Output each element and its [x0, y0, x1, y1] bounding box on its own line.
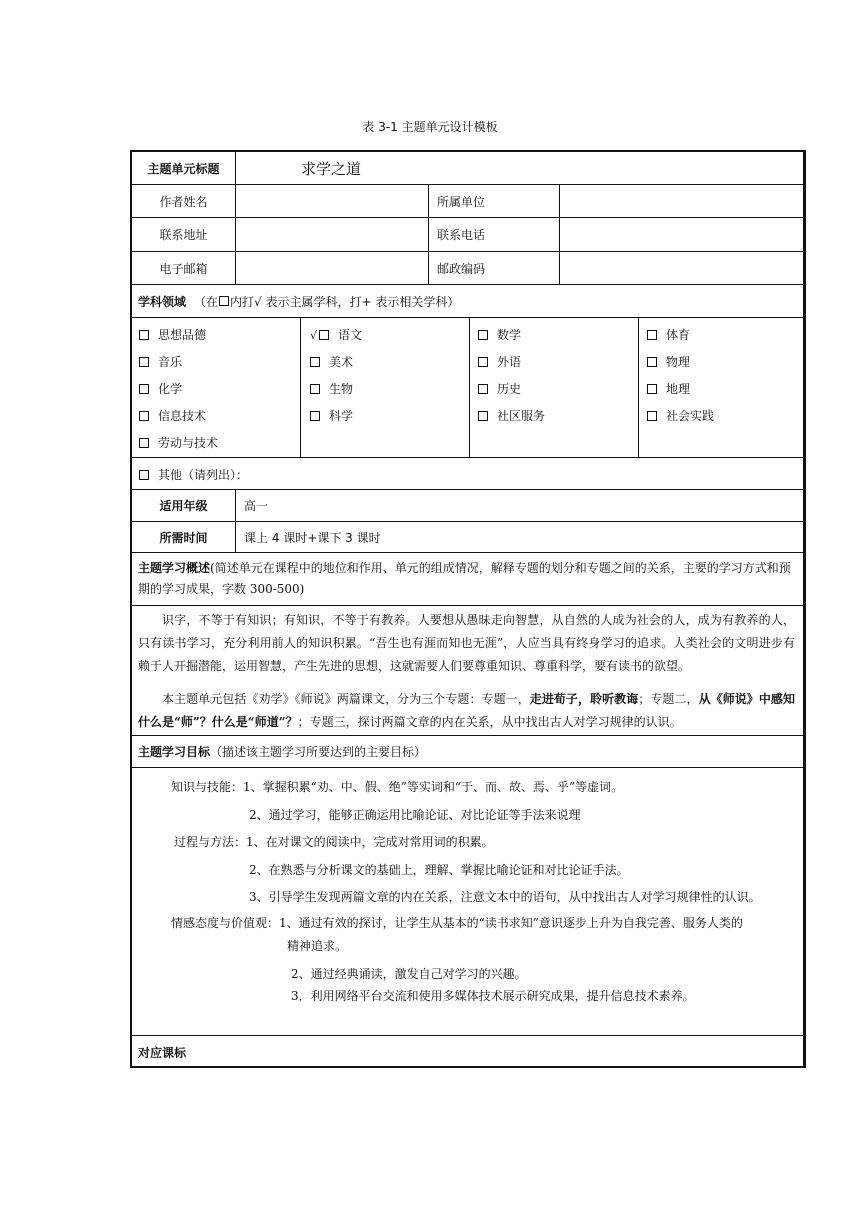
- standards-label: 对应课标: [138, 1045, 187, 1060]
- subject-area-hint-before: （在: [194, 294, 219, 309]
- checkbox-icon[interactable]: [647, 357, 657, 367]
- goal-emotion-3: 3．利用网络平台交流和使用多媒体技术展示研究成果，提升信息技术素养。: [291, 989, 695, 1003]
- author-value[interactable]: [235, 185, 428, 217]
- checkbox-icon[interactable]: [478, 411, 488, 421]
- subject-option[interactable]: 数学: [478, 326, 521, 343]
- unit-title-value[interactable]: 求学之道: [235, 152, 803, 184]
- checkbox-icon[interactable]: [319, 330, 329, 340]
- subject-option[interactable]: 化学: [139, 380, 182, 397]
- subject-option[interactable]: 历史: [478, 380, 521, 397]
- subject-option[interactable]: 音乐: [139, 353, 182, 370]
- goals-header: [132, 736, 803, 768]
- overview-paragraph-1: 识字，不等于有知识；有知识，不等于有教养。人要想从愚昧走向智慧，从自然的人成为社会的人，成为有教养的人，只有读书学习，充分利用前人的知识积累。“吾生也有涯而知也无涯”，人应当具有终身学习的追求。人类社会的文明进步有赖于人开掘潜能，运用智慧，产生先进的思想，这就需要人们要尊重知识、尊重科学，要有读书的欲望。: [138, 613, 795, 673]
- subject-grid: [132, 318, 803, 458]
- email-row: [132, 252, 803, 285]
- subject-option[interactable]: 劳动与技术: [139, 434, 218, 451]
- grid-divider-1: [300, 318, 301, 458]
- goals-header-text: [138, 736, 803, 767]
- grade-label: 适用年级: [159, 499, 208, 513]
- checkbox-icon[interactable]: [647, 330, 657, 340]
- overview-header-text: [138, 558, 797, 600]
- goals-hint: （描述该主题学习所要达到的主要目标）: [210, 745, 427, 759]
- grid-divider-3: [638, 318, 639, 458]
- table-caption: 表 3-1 主题单元设计模板: [362, 120, 498, 134]
- goals-label: 主题学习目标: [138, 745, 211, 759]
- grid-divider-2: [469, 318, 470, 458]
- subject-area-hint-after: 内打√ 表示主属学科，打+ 表示相关学科）: [230, 294, 460, 309]
- subject-option[interactable]: 体育: [647, 326, 690, 343]
- unit-title-label: 主题单元标题: [147, 161, 220, 176]
- goals-content: [132, 768, 803, 1036]
- unit-design-table: [130, 150, 806, 1068]
- author-row: [132, 185, 803, 218]
- goal-process-1: 过程与方法：1、在对课文的阅读中，完成对常用词的积累。: [174, 835, 494, 849]
- subject-option[interactable]: 物理: [647, 353, 690, 370]
- goal-emotion-2: 2、通过经典诵读，激发自己对学习的兴趣。: [291, 967, 527, 981]
- checkbox-icon[interactable]: [647, 384, 657, 394]
- subject-option[interactable]: 外语: [478, 353, 521, 370]
- goal-knowledge-2: 2、通过学习，能够正确运用比喻论证、对比论证等手法来说理: [249, 808, 581, 822]
- subject-option-other[interactable]: 其他（请列出）：: [139, 466, 248, 483]
- checkbox-icon[interactable]: [139, 470, 149, 480]
- time-label: 所需时间: [159, 530, 208, 545]
- grade-row: [132, 490, 803, 522]
- check-mark-icon: √: [310, 329, 318, 342]
- address-label: 联系地址: [159, 228, 208, 242]
- address-row: [132, 218, 803, 252]
- subject-area-label: 学科领域: [138, 294, 187, 309]
- subject-option[interactable]: 社会实践: [647, 407, 714, 424]
- time-value[interactable]: 课上 4 课时+课下 3 课时: [235, 522, 803, 552]
- checkbox-icon[interactable]: [139, 357, 149, 367]
- subject-option[interactable]: 生物: [310, 380, 353, 397]
- standards-row: [132, 1036, 803, 1068]
- email-label: 电子邮箱: [159, 261, 208, 276]
- subject-option[interactable]: 社区服务: [478, 407, 545, 424]
- checkbox-icon[interactable]: [310, 411, 320, 421]
- overview-header: [132, 553, 803, 606]
- time-row: [132, 522, 803, 553]
- goal-knowledge-1: 知识与技能：1、掌握积累“劝、中、假、绝”等实词和“于、而、故、焉、乎”等虚词。: [171, 780, 624, 794]
- goal-emotion-1: 情感态度与价值观：1、通过有效的探讨，让学生从基本的“读书求知”意识逐步上升为自我完善、服务人类的: [171, 916, 743, 930]
- subject-option[interactable]: 美术: [310, 353, 353, 370]
- checkbox-icon[interactable]: [647, 411, 657, 421]
- subject-area-header: [132, 285, 803, 318]
- postcode-value[interactable]: [559, 252, 803, 284]
- checkbox-icon[interactable]: [310, 384, 320, 394]
- postcode-label: 邮政编码: [428, 252, 559, 284]
- checkbox-icon[interactable]: [139, 330, 149, 340]
- subject-option[interactable]: 科学: [310, 407, 353, 424]
- checkbox-icon[interactable]: [310, 357, 320, 367]
- subject-option[interactable]: 地理: [647, 380, 690, 397]
- subject-area-hint-line: [138, 285, 803, 317]
- unit-title-row: [132, 152, 803, 185]
- checkbox-icon[interactable]: [139, 411, 149, 421]
- subject-option[interactable]: 信息技术: [139, 407, 206, 424]
- org-value[interactable]: [559, 185, 803, 217]
- checkbox-icon[interactable]: [139, 438, 149, 448]
- phone-label: 联系电话: [428, 218, 559, 251]
- overview-hint: (简述单元在课程中的地位和作用、单元的组成情况，解释专题的划分和专题之间的关系，主要的学习方式和预期的学习成果，字数 300-500): [138, 561, 791, 596]
- overview-paragraph-2: 本主题单元包括《劝学》《师说》两篇课文，分为三个专题：专题一，走进荀子，聆听教诲；专题二，从《师说》中感知什么是“师”？什么是“师道”？；专题三，探讨两篇文章的内在关系，从中找出古人对学习规律的认识。: [138, 692, 795, 729]
- goal-process-3: 3、引导学生发现两篇文章的内在关系，注意文本中的语句，从中找出古人对学习规律性的认识。: [249, 890, 761, 904]
- checkbox-icon[interactable]: [478, 330, 488, 340]
- phone-value[interactable]: [559, 218, 803, 251]
- subject-other-row: [132, 458, 803, 490]
- checkbox-icon: [219, 296, 229, 306]
- email-value[interactable]: [235, 252, 428, 284]
- goal-emotion-1-cont: 精神追求。: [287, 939, 348, 953]
- org-label: 所属单位: [428, 185, 559, 217]
- subject-option-checked[interactable]: √ 语文: [310, 328, 363, 342]
- grade-value[interactable]: 高一: [235, 490, 803, 521]
- subject-option[interactable]: 思想品德: [139, 326, 206, 343]
- goal-process-2: 2、在熟悉与分析课文的基础上，理解、掌握比喻论证和对比论证手法。: [249, 863, 629, 877]
- checkbox-icon[interactable]: [478, 357, 488, 367]
- author-label: 作者姓名: [159, 194, 208, 209]
- address-value[interactable]: [235, 218, 428, 251]
- overview-label: 主题学习概述: [138, 561, 211, 575]
- overview-content: [132, 606, 803, 736]
- checkbox-icon[interactable]: [478, 384, 488, 394]
- checkbox-icon[interactable]: [139, 384, 149, 394]
